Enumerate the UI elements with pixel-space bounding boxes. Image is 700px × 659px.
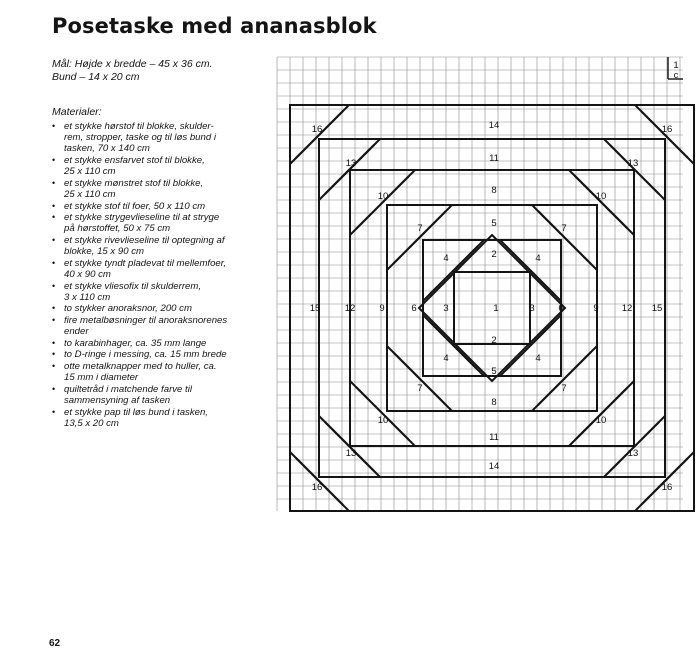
material-item: • et stykke vliesofix til skulderrem, 3 x 110 cm [52,281,277,303]
piece-label-corner: 16 [661,124,673,135]
material-item: • to D-ringe i messing, ca. 15 mm brede [52,349,277,360]
piece-label-corner: 7 [417,223,423,234]
material-item: • et stykke pap til løs bund i tasken, 13,5 x 20 cm [52,407,277,429]
material-item: • quiltetråd i matchende farve til sammensyning af tasken [52,384,277,406]
piece-label-right: 15 [651,303,663,314]
piece-label-right: 3 [529,303,535,314]
piece-label-right: 9 [593,303,599,314]
corner-label: c [673,70,679,81]
piece-label-top: 2 [491,249,497,260]
material-item: • otte metalknapper med to huller, ca. 15 mm i diameter [52,361,277,383]
piece-label-right: 6 [558,303,564,314]
materials-heading: Materialer: [52,106,102,118]
material-item: • to karabinhager, ca. 35 mm lange [52,338,277,349]
piece-label-bottom: 14 [488,461,500,472]
page-number: 62 [49,638,61,649]
piece-label-corner: 13 [345,448,357,459]
piece-label-left: 12 [344,303,356,314]
dimensions-bottom: Bund – 14 x 20 cm [52,71,140,83]
piece-label-corner: 4 [443,253,449,264]
piece-label-corner: 16 [311,482,323,493]
piece-label-corner: 4 [535,353,541,364]
piece-label-bottom: 8 [491,397,497,408]
piece-label-corner: 4 [443,353,449,364]
piece-label-top: 11 [489,153,499,164]
dimensions-size: Mål: Højde x bredde – 45 x 36 cm. [52,58,213,70]
piece-label-corner: 10 [377,415,389,426]
material-item: • et stykke stof til foer, 50 x 110 cm [52,201,277,212]
material-item: • et stykke mønstret stof til blokke, 25 x 110 cm [52,178,277,200]
piece-label-corner: 13 [627,448,639,459]
material-item: • et stykke ensfarvet stof til blokke, 25 x 110 cm [52,155,277,177]
piece-label-top: 5 [491,218,497,229]
piece-label-corner: 7 [417,383,423,394]
page-title: Posetaske med ananasblok [52,14,377,38]
material-item: • et stykke hørstof til blokke, skulder- rem, stropper, taske og til løs bund i tasken, 70 x 140 cm [52,121,277,155]
piece-label-corner: 10 [377,191,389,202]
piece-label-corner: 7 [561,223,567,234]
piece-label-center: 1 [493,303,499,314]
piece-label-corner: 13 [345,158,357,169]
piece-label-left: 6 [411,303,417,314]
piece-label-corner: 10 [595,191,607,202]
material-item: • et stykke tyndt pladevat til mellemfoer, 40 x 90 cm [52,258,277,280]
piece-label-corner: 4 [535,253,541,264]
material-item: • to stykker anoraksnor, 200 cm [52,303,277,314]
material-item: • fire metalbøsninger til anoraksnorenes ender [52,315,277,337]
piece-label-corner: 10 [595,415,607,426]
piece-label-left: 15 [309,303,321,314]
piece-label-left: 3 [443,303,449,314]
piece-label-bottom: 2 [491,335,497,346]
piece-label-corner: 16 [661,482,673,493]
piece-label-right: 12 [621,303,633,314]
grid-paper [277,57,683,511]
piece-label-top: 8 [491,185,497,196]
piece-label-left: 9 [379,303,385,314]
piece-label-bottom: 11 [489,432,499,443]
material-item: • et stykke rivevlieseline til optegning af blokke, 15 x 90 cm [52,235,277,257]
piece-label-bottom: 5 [491,366,497,377]
piece-label-top: 14 [488,120,500,131]
piece-label-corner: 13 [627,158,639,169]
material-item: • et stykke strygevlieseline til at stryge på hørstoffet, 50 x 75 cm [52,212,277,234]
corner-label: 1 [673,60,679,71]
piece-label-corner: 7 [561,383,567,394]
piece-label-corner: 16 [311,124,323,135]
